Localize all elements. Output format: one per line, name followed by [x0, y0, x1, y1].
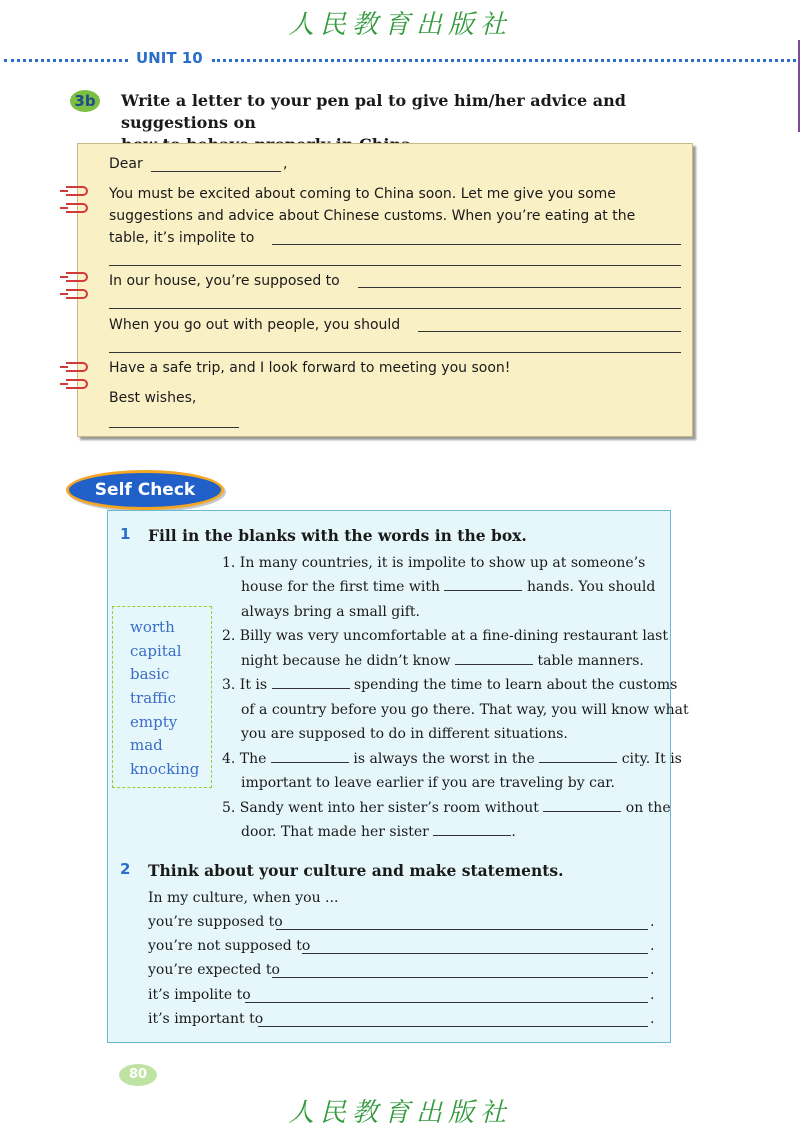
binder-ring-icon: [66, 186, 88, 196]
word-box-item: basic: [130, 665, 170, 683]
statement-period: .: [650, 962, 655, 978]
instruction-line-1: Write a letter to your pen pal to give him/her advice and suggestions on: [121, 91, 626, 132]
sentence-4-line-1: [222, 751, 682, 767]
unit-header: [0, 48, 800, 72]
word-box-item: empty: [130, 713, 178, 731]
letter-writing-line[interactable]: [109, 265, 681, 266]
letter-p1-line1: You must be excited about coming to China soon. Let me give you some: [109, 186, 616, 202]
statement-period: .: [650, 938, 655, 954]
statement-prompt: it’s important to: [148, 1011, 264, 1027]
binder-ring-icon: [66, 272, 88, 282]
section-3b-badge: 3b: [70, 90, 100, 112]
statement-line[interactable]: [245, 1002, 648, 1003]
statement-line[interactable]: [302, 953, 648, 954]
word-box-item: worth: [130, 618, 175, 636]
letter-p1-line2: suggestions and advice about Chinese customs. When you’re eating at the: [109, 208, 636, 224]
exercise-2-title: Think about your culture and make statements.: [148, 861, 564, 880]
binder-ring-icon: [66, 379, 88, 389]
self-check-title: Self Check: [94, 480, 196, 500]
sentence-text: .: [511, 824, 516, 840]
statement-line[interactable]: [258, 1026, 648, 1027]
unit-label: UNIT 10: [136, 49, 203, 67]
sentence-text: 3. It is: [222, 677, 268, 693]
statement-period: .: [650, 987, 655, 1003]
dotted-rule-left: [4, 59, 128, 62]
sentence-2-line-1: 2. Billy was very uncomfortable at a fine-dining restaurant last: [222, 628, 668, 644]
greeting-name-blank[interactable]: [151, 171, 281, 172]
word-box-item: mad: [130, 736, 163, 754]
answer-blank[interactable]: [271, 751, 349, 763]
sentence-text: 4. The: [222, 751, 267, 767]
sentence-3-line-1: [222, 677, 677, 693]
letter-p3: When you go out with people, you should: [109, 317, 401, 333]
statement-prompt: it’s impolite to: [148, 987, 251, 1003]
statement-period: .: [650, 914, 655, 930]
letter-p1-line3: table, it’s impolite to: [109, 230, 255, 246]
letter-writing-line[interactable]: [272, 244, 681, 245]
publisher-logo-bottom: 人民教育出版社: [287, 1098, 512, 1128]
statement-prompt: you’re expected to: [148, 962, 280, 978]
binder-ring-icon: [66, 289, 88, 299]
letter-writing-line[interactable]: [358, 287, 681, 288]
word-box-item: traffic: [130, 689, 176, 707]
statement-prompt: you’re supposed to: [148, 914, 283, 930]
sentence-text: house for the first time with: [241, 579, 441, 595]
sentence-2-line-2: [241, 653, 644, 669]
letter-writing-line[interactable]: [109, 352, 681, 353]
self-check-badge: [66, 470, 224, 510]
exercise-2-number: 2: [120, 860, 131, 878]
statement-line[interactable]: [272, 977, 648, 978]
sentence-text: on the: [625, 800, 671, 816]
sentence-text: table manners.: [537, 653, 644, 669]
letter-p2: In our house, you’re supposed to: [109, 273, 340, 289]
letter-greeting: Dear: [109, 156, 143, 172]
statement-line[interactable]: [276, 929, 648, 930]
answer-blank[interactable]: [433, 824, 511, 836]
exercise-1-title: Fill in the blanks with the words in the box.: [148, 526, 527, 545]
answer-blank[interactable]: [444, 579, 522, 591]
sentence-text: hands. You should: [526, 579, 656, 595]
sentence-text: is always the worst in the: [353, 751, 535, 767]
answer-blank[interactable]: [539, 751, 617, 763]
answer-blank[interactable]: [455, 653, 533, 665]
exercise-2-intro: In my culture, when you ...: [148, 890, 339, 906]
sentence-1-line-2: [241, 579, 655, 595]
letter-writing-line[interactable]: [418, 331, 681, 332]
sentence-text: spending the time to learn about the customs: [353, 677, 678, 693]
statement-period: .: [650, 1011, 655, 1027]
sentence-text: 5. Sandy went into her sister’s room without: [222, 800, 539, 816]
answer-blank[interactable]: [272, 677, 350, 689]
exercise-1-number: 1: [120, 525, 131, 543]
sentence-text: night because he didn’t know: [241, 653, 451, 669]
sentence-text: door. That made her sister: [241, 824, 429, 840]
sentence-3-line-2: of a country before you go there. That way, you will know what: [241, 702, 689, 718]
sentence-1-line-1: 1. In many countries, it is impolite to show up at someone’s: [222, 555, 646, 571]
sentence-5-line-1: [222, 800, 671, 816]
binder-ring-icon: [66, 203, 88, 213]
statement-prompt: you’re not supposed to: [148, 938, 311, 954]
sentence-4-line-2: important to leave earlier if you are traveling by car.: [241, 775, 615, 791]
sentence-1-line-3: always bring a small gift.: [241, 604, 420, 620]
letter-p4: Have a safe trip, and I look forward to meeting you soon!: [109, 360, 511, 376]
sentence-text: city. It is: [621, 751, 682, 767]
word-box-item: knocking: [130, 760, 200, 778]
letter-writing-line[interactable]: [109, 308, 681, 309]
binder-ring-icon: [66, 362, 88, 372]
sentence-5-line-2: [241, 824, 516, 840]
word-box-item: capital: [130, 642, 182, 660]
signature-blank[interactable]: [109, 427, 239, 428]
dotted-rule-right: [212, 59, 796, 62]
sentence-3-line-3: you are supposed to do in different situations.: [241, 726, 568, 742]
publisher-logo-top: 人民教育出版社: [287, 10, 512, 40]
page-number: 80: [119, 1064, 157, 1086]
greeting-comma: ,: [283, 156, 288, 172]
answer-blank[interactable]: [543, 800, 621, 812]
letter-closing: Best wishes,: [109, 390, 197, 406]
